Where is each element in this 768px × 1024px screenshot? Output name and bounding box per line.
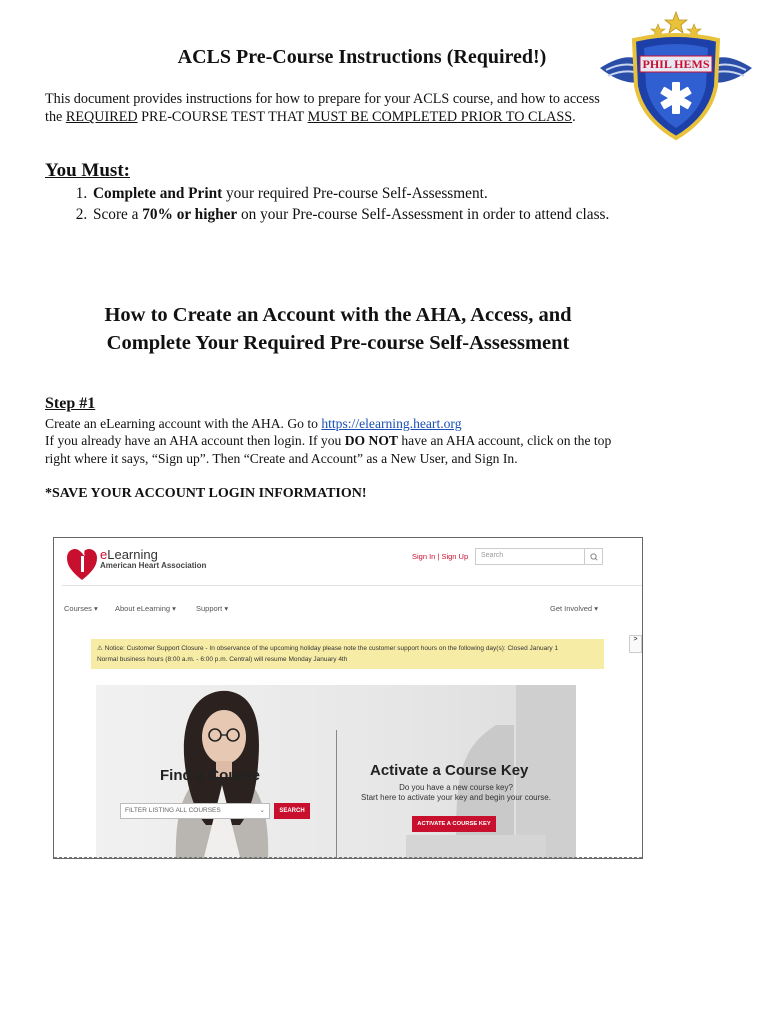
nav-support[interactable]: Support ▾	[196, 604, 229, 613]
find-a-course-heading: Find a Course	[160, 767, 261, 784]
requirement-1-text: your required Pre-course Self-Assessment.	[222, 185, 488, 202]
step-1-line-2	[45, 432, 611, 450]
sign-in-sign-up-link[interactable]: Sign In | Sign Up	[412, 552, 469, 561]
side-tab-toggle[interactable]: >	[629, 635, 642, 653]
save-login-note: *SAVE YOUR ACCOUNT LOGIN INFORMATION!	[45, 486, 367, 501]
holiday-notice-banner	[91, 639, 604, 669]
chevron-down-icon: ⌄	[259, 807, 265, 814]
step-1-heading: Step #1	[45, 395, 96, 412]
intro-end: .	[572, 109, 576, 125]
requirement-2-text: on your Pre-course Self-Assessment in order to attend class.	[237, 205, 610, 223]
intro-required: REQUIRED	[65, 109, 138, 125]
brand-learning: Learning	[107, 547, 158, 562]
intro-must-complete: MUST BE COMPLETED PRIOR TO CLASS	[307, 109, 573, 125]
filter-search-button[interactable]: SEARCH	[274, 803, 310, 819]
intro-line-1: This document provides instructions for how to prepare for your ACLS course, and how to access	[45, 91, 600, 107]
nav-about-elearning[interactable]: About eLearning ▾	[115, 604, 176, 613]
elearning-link[interactable]: https://elearning.heart.org	[321, 416, 462, 431]
filter-select-value: FILTER LISTING ALL COURSES	[125, 807, 221, 814]
notice-line-2: Normal business hours (8:00 a.m. - 6:00 p.m. Central) will resume Monday January 4th	[97, 656, 348, 663]
requirement-1-bold: Complete and Print	[93, 185, 223, 202]
requirements-list	[45, 184, 651, 225]
hero-banner	[96, 685, 576, 859]
section-heading-line-2: Complete Your Required Pre-course Self-Assessment	[106, 332, 570, 354]
intro-line-2	[45, 108, 645, 126]
requirement-2-bold: 70% or higher	[142, 205, 238, 223]
activate-course-key-heading: Activate a Course Key	[370, 762, 529, 779]
activate-question: Do you have a new course key?	[399, 783, 513, 792]
logo-text: PHIL HEMS	[642, 57, 710, 71]
requirement-item-1	[91, 184, 651, 205]
step-1-line-2-pre: If you already have an AHA account then login. If you	[45, 433, 345, 448]
activate-course-key-button[interactable]: ACTIVATE A COURSE KEY	[412, 816, 496, 832]
step-1-do-not: DO NOT	[344, 433, 398, 448]
nav-courses[interactable]: Courses ▾	[64, 604, 98, 613]
intro-mid: PRE-COURSE TEST THAT	[137, 109, 308, 125]
intro-the: the	[45, 109, 66, 125]
search-icon	[585, 549, 603, 566]
aha-heart-torch-icon	[66, 542, 98, 582]
aha-brand-name: American Heart Association	[100, 561, 207, 570]
you-must-heading: You Must:	[45, 160, 130, 181]
section-heading-line-1: How to Create an Account with the AHA, Access, and	[104, 304, 572, 326]
document-title: ACLS Pre-Course Instructions (Required!)	[177, 46, 547, 68]
requirement-2-pre: Score a	[93, 205, 143, 223]
brand-e: e	[100, 547, 108, 562]
elearning-screenshot	[53, 537, 643, 859]
search-button[interactable]	[585, 548, 603, 565]
header-divider	[62, 585, 642, 586]
nav-get-involved[interactable]: Get Involved ▾	[550, 604, 598, 613]
search-input[interactable]: Search	[475, 548, 585, 565]
step-1-line-3: right where it says, “Sign up”. Then “Create and Account” as a New User, and Sign In.	[45, 451, 518, 466]
filter-listing-select[interactable]	[120, 803, 270, 819]
requirement-item-2	[91, 205, 651, 226]
activate-instructions: Start here to activate your key and begin your course.	[361, 793, 551, 802]
elearning-brand	[100, 547, 158, 562]
step-1-line-2-rest: have an AHA account, click on the top	[397, 433, 612, 448]
notice-line-1: ⚠ Notice: Customer Support Closure - In observance of the upcoming holiday please note the customer support hours on the following day(s): Closed January 1	[97, 645, 559, 652]
step-1-line-1-text: Create an eLearning account with the AHA. Go to	[45, 416, 322, 431]
step-1-line-1	[45, 415, 462, 433]
screenshot-bottom-border	[54, 857, 642, 858]
